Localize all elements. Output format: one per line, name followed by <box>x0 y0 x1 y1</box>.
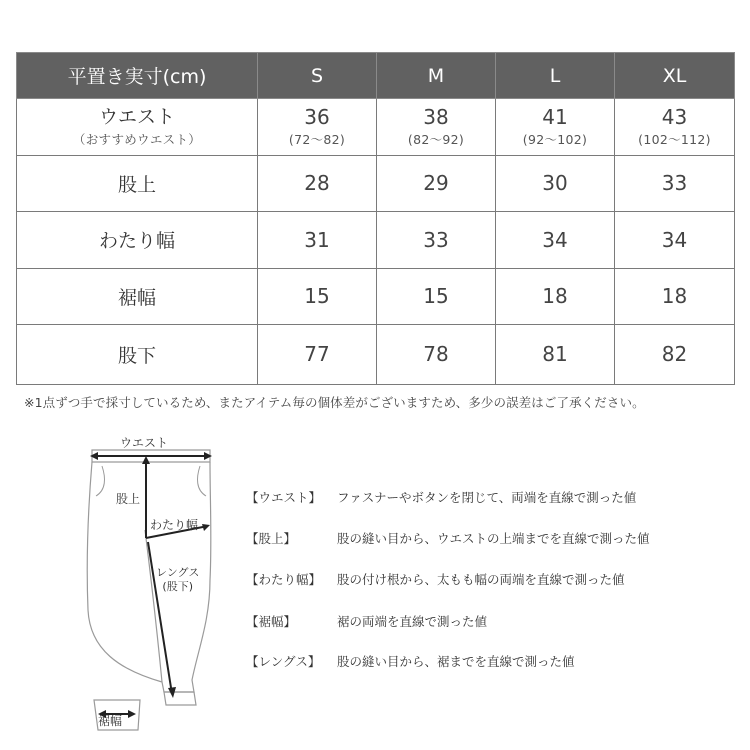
row-label-rise: 股上 <box>17 155 258 211</box>
hem-cuff-right <box>164 692 196 705</box>
diagram-label-rise: 股上 <box>116 492 141 506</box>
legend-desc: 股の付け根から、太もも幅の両端を直線で測った値 <box>337 572 625 587</box>
table-cell: 81 <box>496 324 615 384</box>
cell-subvalue: (92～102) <box>522 131 588 147</box>
legend-key: 【裾幅】 <box>246 614 297 629</box>
diagram-label-thigh: わたり幅 <box>150 518 199 532</box>
table-cell <box>258 99 377 156</box>
diagram-label-waist: ウエスト <box>120 436 169 450</box>
table-cell: 33 <box>615 155 735 211</box>
header-size-s: S <box>258 53 377 99</box>
pocket-left <box>96 466 104 496</box>
row-label-thigh: わたり幅 <box>17 211 258 268</box>
cell-subvalue: (72～82) <box>288 131 346 147</box>
legend-desc: ファスナーやボタンを閉じて、両端を直線で測った値 <box>337 490 637 505</box>
table-cell <box>615 99 735 156</box>
cell-value: 41 <box>542 104 568 129</box>
table-cell: 34 <box>496 211 615 268</box>
legend-key: 【わたり幅】 <box>246 572 322 587</box>
waist-arrowhead-right <box>204 452 212 460</box>
length-arrow <box>148 542 172 694</box>
header-size-m: M <box>377 53 496 99</box>
table-cell: 28 <box>258 155 377 211</box>
table-cell <box>377 99 496 156</box>
row-label-text: ウエスト <box>98 105 175 128</box>
legend-desc: 裾の両端を直線で測った値 <box>337 614 488 629</box>
inner-leg-line <box>145 530 162 682</box>
table-cell: 31 <box>258 211 377 268</box>
measurement-note: ※1点ずつ手で採寸しているため、またアイテム毎の個体差がございますため、多少の誤差はご了承ください。 <box>24 395 645 410</box>
legend-desc: 股の縫い目から、裾までを直線で測った値 <box>337 654 575 669</box>
header-size-l: L <box>496 53 615 99</box>
table-row-rise <box>17 155 735 211</box>
table-row-waist <box>17 99 735 156</box>
table-cell <box>496 99 615 156</box>
cell-value: 38 <box>423 104 449 129</box>
table-cell: 77 <box>258 324 377 384</box>
legend-key: 【ウエスト】 <box>246 490 322 505</box>
table-cell: 78 <box>377 324 496 384</box>
table-cell: 30 <box>496 155 615 211</box>
cell-value: 43 <box>661 104 688 129</box>
thigh-arrowhead <box>202 524 210 531</box>
table-row-inseam <box>17 324 735 384</box>
table-cell: 15 <box>377 268 496 324</box>
diagram-label-hem: 裾幅 <box>98 714 123 728</box>
row-label-hem: 裾幅 <box>17 268 258 324</box>
cell-value: 36 <box>304 104 330 129</box>
diagram-label-length-line2: (股下) <box>162 580 193 593</box>
rise-arrowhead-top <box>142 456 150 464</box>
table-cell: 18 <box>496 268 615 324</box>
pocket-right <box>198 466 206 496</box>
table-header-row <box>17 53 735 99</box>
legend-key: 【股上】 <box>246 531 297 546</box>
diagram-label-length-line1: レングス <box>156 566 200 579</box>
table-cell: 15 <box>258 268 377 324</box>
table-cell: 82 <box>615 324 735 384</box>
legend-key: 【レングス】 <box>246 654 321 669</box>
hem-arrowhead-right <box>128 710 136 718</box>
header-size-xl: XL <box>615 53 735 99</box>
row-label-waist <box>17 99 258 156</box>
cell-subvalue: (82～92) <box>407 131 465 147</box>
table-cell: 33 <box>377 211 496 268</box>
table-cell: 18 <box>615 268 735 324</box>
cell-subvalue: (102～112) <box>638 131 711 147</box>
row-label-inseam: 股下 <box>17 324 258 384</box>
table-row-hem <box>17 268 735 324</box>
row-sublabel: （おすすめウエスト） <box>72 131 202 147</box>
table-cell: 29 <box>377 155 496 211</box>
table-row-thigh <box>17 211 735 268</box>
header-label: 平置き実寸(cm) <box>17 53 258 99</box>
pants-diagram <box>80 430 250 740</box>
diagram-label-length <box>156 566 199 594</box>
table-cell: 34 <box>615 211 735 268</box>
legend-desc: 股の縫い目から、ウエストの上端までを直線で測った値 <box>337 531 650 546</box>
waist-arrowhead-left <box>90 452 98 460</box>
size-table <box>16 52 735 385</box>
